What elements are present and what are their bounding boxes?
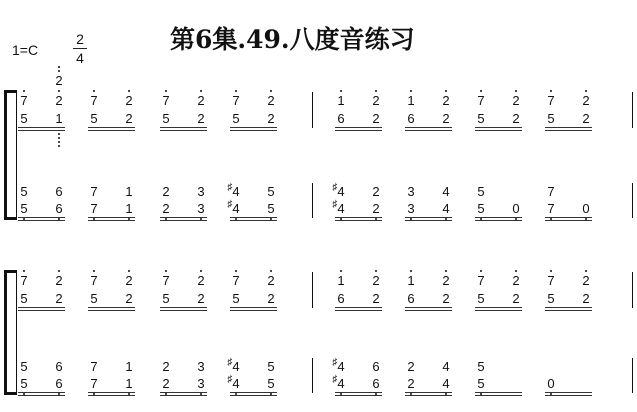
octave-dot [515,90,517,92]
beam-line [335,127,382,128]
note: 2 [197,111,205,126]
octave-dot [270,90,272,92]
note: 1 [55,111,63,126]
note: 5 [477,201,485,216]
note: 2 [442,273,450,288]
beam-line [405,220,452,221]
octave-dot [410,90,412,92]
note: 4 [442,184,450,199]
beam-line [88,392,135,393]
note: 5 [232,111,240,126]
note: 3 [197,376,205,391]
octave-dot [23,90,25,92]
note: 2 [55,291,63,306]
note: 0 [582,201,590,216]
note: 2 [162,184,170,199]
note: 6 [55,201,63,216]
beam-line [160,220,207,221]
sharp-sign: ♯ [227,199,233,210]
octave-dot [270,270,272,272]
sharp-sign: ♯ [332,199,338,210]
beam-line [405,127,452,128]
beam-line [335,307,382,308]
system-line [16,90,17,220]
note: 4 [232,376,240,391]
beam-line [545,392,592,393]
note: 3 [407,184,415,199]
note: 5 [477,111,485,126]
beam-line [405,392,452,393]
beam-line [160,395,207,396]
note: 2 [372,291,380,306]
page-title: 第6集.49.八度音练习 [170,25,415,54]
note: 2 [125,291,133,306]
note: 7 [20,273,28,288]
note: 2 [372,111,380,126]
barline [312,358,313,393]
note: 0 [547,376,555,391]
octave-dot [58,133,60,135]
brace-cap [4,217,16,220]
note: 5 [20,184,28,199]
note: 5 [20,376,28,391]
octave-dot [480,270,482,272]
beam-line [88,127,135,128]
note: 7 [90,273,98,288]
time-signature [73,31,87,66]
note: 2 [197,291,205,306]
octave-dot [585,90,587,92]
note: 2 [267,93,275,108]
note: 5 [20,291,28,306]
note: 2 [372,201,380,216]
beam-line [545,395,592,396]
brace-cap [4,270,16,273]
beam-line [18,130,65,131]
system-brace [4,90,7,220]
system-line [16,270,17,395]
note: 5 [477,359,485,374]
octave-dot [445,270,447,272]
note: 7 [90,93,98,108]
note: 0 [512,201,520,216]
note: 4 [232,201,240,216]
note: 4 [337,359,345,374]
beam-line [405,217,452,218]
barline [312,272,313,308]
note: 1 [125,201,133,216]
octave-dot [340,270,342,272]
octave-dot [165,90,167,92]
beam-line [335,220,382,221]
note: 5 [477,376,485,391]
octave-dot [200,270,202,272]
note: 7 [477,93,485,108]
note: 2 [125,273,133,288]
beam-line [405,307,452,308]
note: 4 [337,201,345,216]
beam-line [18,395,65,396]
beam-line [18,307,65,308]
beam-line [405,395,452,396]
beam-line [18,217,65,218]
note: 5 [477,184,485,199]
beam-line [230,130,277,131]
beam-line [475,217,522,218]
note: 1 [125,359,133,374]
note: 3 [407,201,415,216]
note: 2 [442,111,450,126]
system-brace [4,270,7,395]
beam-line [545,220,592,221]
beam-line [545,310,592,311]
beam-line [230,310,277,311]
note: 2 [267,111,275,126]
beam-line [475,130,522,131]
octave-dot [58,90,60,92]
beam-line [88,217,135,218]
sharp-sign: ♯ [332,374,338,385]
note: 5 [162,111,170,126]
beam-line [335,310,382,311]
beam-line [230,217,277,218]
beam-line [230,395,277,396]
note: 2 [512,273,520,288]
note: 1 [337,93,345,108]
sharp-sign: ♯ [332,182,338,193]
octave-dot [128,90,130,92]
note: 2 [197,273,205,288]
sharp-sign: ♯ [227,357,233,368]
octave-dot [93,270,95,272]
note: 2 [512,93,520,108]
note: 2 [582,111,590,126]
beam-line [230,127,277,128]
note: 4 [442,376,450,391]
note: 5 [547,111,555,126]
note: 1 [407,273,415,288]
note: 5 [547,291,555,306]
note: 7 [90,184,98,199]
note: 2 [162,201,170,216]
octave-dot [375,90,377,92]
beam-line [475,395,522,396]
beam-line [230,392,277,393]
beam-line [18,392,65,393]
note: 2 [125,111,133,126]
octave-dot [58,70,60,72]
note: 6 [337,291,345,306]
note: 7 [90,201,98,216]
note: 4 [442,201,450,216]
note: 1 [407,93,415,108]
brace-cap [4,90,16,93]
note: 7 [477,273,485,288]
beam-line [475,307,522,308]
note: 1 [125,376,133,391]
beam-line [475,127,522,128]
barline [632,92,633,128]
beam-line [88,395,135,396]
octave-dot [235,270,237,272]
note: 4 [232,359,240,374]
octave-dot [165,270,167,272]
octave-dot [58,270,60,272]
octave-dot [235,90,237,92]
barline [632,358,633,393]
note: 2 [125,93,133,108]
note: 5 [90,111,98,126]
time-signature-top: 2 [76,31,84,47]
note: 2 [582,273,590,288]
beam-line [160,392,207,393]
note: 6 [337,111,345,126]
time-signature-divider [73,48,87,49]
note: 6 [372,376,380,391]
note: 4 [442,359,450,374]
note: 6 [372,359,380,374]
octave-dot [480,90,482,92]
octave-dot [58,137,60,139]
note: 2 [267,273,275,288]
beam-line [230,307,277,308]
note: 2 [442,291,450,306]
note: 4 [337,184,345,199]
note: 7 [90,359,98,374]
note: 2 [267,291,275,306]
sharp-sign: ♯ [332,357,338,368]
note: 7 [20,93,28,108]
beam-line [18,310,65,311]
beam-line [545,127,592,128]
note: 1 [125,184,133,199]
note: 2 [582,93,590,108]
beam-line [88,307,135,308]
octave-dot [58,145,60,147]
note: 5 [20,359,28,374]
note: 5 [232,291,240,306]
note: 2 [162,359,170,374]
sharp-sign: ♯ [227,374,233,385]
beam-line [335,395,382,396]
note: 2 [55,93,63,108]
note: 6 [407,291,415,306]
note: 6 [55,359,63,374]
note: 2 [372,273,380,288]
beam-line [545,217,592,218]
beam-line [160,307,207,308]
note: 4 [232,184,240,199]
note: 3 [197,359,205,374]
octave-dot [375,270,377,272]
note: 5 [20,111,28,126]
beam-line [405,130,452,131]
note: 7 [547,273,555,288]
note: 7 [232,93,240,108]
note: 5 [267,376,275,391]
barline [632,272,633,308]
note: 5 [20,201,28,216]
note: 2 [407,376,415,391]
grace-note: 2 [55,73,63,88]
beam-line [88,130,135,131]
beam-line [405,310,452,311]
key-signature: 1=C [12,42,39,58]
note: 5 [162,291,170,306]
barline [632,183,633,218]
beam-line [18,127,65,128]
beam-line [335,130,382,131]
note: 7 [232,273,240,288]
note: 4 [337,376,345,391]
note: 7 [547,184,555,199]
note: 2 [372,93,380,108]
note: 6 [407,111,415,126]
beam-line [545,307,592,308]
note: 2 [162,376,170,391]
beam-line [88,310,135,311]
octave-dot [340,90,342,92]
beam-line [230,220,277,221]
note: 5 [267,201,275,216]
octave-dot [550,90,552,92]
octave-dot [445,90,447,92]
octave-dot [585,270,587,272]
note: 3 [197,184,205,199]
note: 5 [267,359,275,374]
note: 2 [197,93,205,108]
octave-dot [58,141,60,143]
octave-dot [515,270,517,272]
note: 6 [55,184,63,199]
note: 5 [90,291,98,306]
beam-line [475,220,522,221]
octave-dot [23,270,25,272]
octave-dot [58,66,60,68]
beam-line [88,220,135,221]
octave-dot [93,90,95,92]
beam-line [335,392,382,393]
beam-line [160,130,207,131]
beam-line [335,217,382,218]
note: 2 [582,291,590,306]
note: 1 [337,273,345,288]
brace-cap [4,392,16,395]
beam-line [160,217,207,218]
note: 7 [547,93,555,108]
beam-line [545,130,592,131]
note: 2 [512,291,520,306]
octave-dot [200,90,202,92]
octave-dot [550,270,552,272]
note: 2 [407,359,415,374]
beam-line [475,310,522,311]
beam-line [475,392,522,393]
note: 7 [162,93,170,108]
time-signature-bottom: 4 [76,50,84,66]
beam-line [160,310,207,311]
octave-dot [410,270,412,272]
note: 7 [547,201,555,216]
note: 2 [55,273,63,288]
octave-dot [128,270,130,272]
barline [312,92,313,128]
barline [312,183,313,218]
beam-line [18,220,65,221]
note: 2 [512,111,520,126]
beam-line [160,127,207,128]
note: 7 [162,273,170,288]
note: 5 [267,184,275,199]
note: 3 [197,201,205,216]
note: 5 [477,291,485,306]
note: 2 [442,93,450,108]
sharp-sign: ♯ [227,182,233,193]
note: 2 [372,184,380,199]
note: 7 [90,376,98,391]
note: 6 [55,376,63,391]
